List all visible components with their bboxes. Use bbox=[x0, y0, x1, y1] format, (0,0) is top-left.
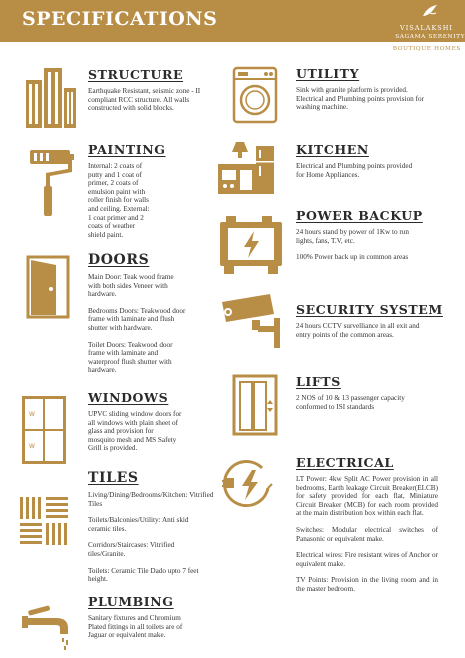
kitchen-section bbox=[296, 142, 436, 179]
windows-section bbox=[88, 390, 182, 453]
bird-logo-icon bbox=[421, 4, 439, 18]
brand-tagline: BOUTIQUE HOMES bbox=[392, 46, 461, 52]
utility-text: Sink with granite platform is provided. Electrical and Plumbing points provision for washing machine. bbox=[296, 86, 424, 112]
doors-text-main: Main Door: Teak wood frame with both sides Veneer with hardware. bbox=[88, 273, 174, 299]
lifts-section bbox=[296, 374, 408, 411]
tiles-section bbox=[88, 470, 216, 584]
cctv-camera-icon bbox=[218, 292, 282, 350]
power-backup-section bbox=[296, 208, 423, 262]
electrical-section bbox=[296, 455, 438, 594]
brand-logo bbox=[387, 0, 465, 75]
electrical-text-lt-power: LT Power: 4kw Split AC Power provision in all bedrooms, Earth leakage Circuit Breaker(ELCB) for safety provided for each flat, Miniature Circuit Breaker (MCB) for each room provided at the main distribution box within each flat. bbox=[296, 475, 438, 518]
tiles-text-toilets: Toilets/Balconies/Utility: Anti skid ceramic tiles. bbox=[88, 516, 189, 533]
electrical-text-wires: Electrical wires: Fire resistant wires of Anchor or equivalent make. bbox=[296, 551, 438, 568]
washing-machine-icon bbox=[232, 66, 278, 124]
window-icon bbox=[22, 396, 66, 464]
kitchen-title: KITCHEN bbox=[296, 142, 369, 157]
buildings-icon bbox=[24, 66, 78, 130]
svg-text:W: W bbox=[29, 411, 35, 418]
faucet-icon bbox=[20, 604, 78, 654]
doors-section bbox=[88, 252, 188, 375]
tiles-icon bbox=[20, 497, 68, 545]
brand-name: VISALAKSHI bbox=[400, 24, 453, 32]
tiles-text-corridors: Corridors/Staircases: Vitrified tiles/Granite. bbox=[88, 541, 175, 558]
door-icon bbox=[26, 255, 70, 319]
elevator-icon bbox=[232, 374, 278, 436]
plumbing-title: PLUMBING bbox=[88, 594, 174, 609]
brand-project: SAGAMA SERENITY bbox=[395, 34, 465, 40]
lifts-title: LIFTS bbox=[296, 374, 341, 389]
kitchen-icon bbox=[216, 140, 278, 196]
electrical-title: ELECTRICAL bbox=[296, 455, 394, 470]
utility-section bbox=[296, 66, 436, 112]
electrical-text-switches: Switches: Modular electrical switches of Panasonic or equivalent make. bbox=[296, 525, 438, 543]
structure-section bbox=[88, 67, 216, 113]
structure-title: STRUCTURE bbox=[88, 67, 184, 82]
electrical-text-tv: TV Points: Provision in the living room and in the master bedroom. bbox=[296, 576, 438, 593]
tiles-text-dado: Toilets: Ceramic Tile Dado upto 7 feet height. bbox=[88, 566, 199, 584]
page-title: SPECIFICATIONS bbox=[22, 8, 218, 30]
painting-section bbox=[88, 142, 166, 239]
power-plug-icon bbox=[222, 458, 274, 508]
windows-title: WINDOWS bbox=[88, 390, 169, 405]
windows-text: UPVC sliding window doors for all windows with plain sheet of glass and provision for mosquito mesh and MS Safety Grill is provided. bbox=[88, 410, 182, 453]
kitchen-text: Electrical and Plumbing points provided for Home Appliances. bbox=[296, 162, 413, 179]
painting-title: PAINTING bbox=[88, 142, 166, 157]
security-section bbox=[296, 302, 443, 339]
tiles-text-living: Living/Dining/Bedrooms/Kitchen: Vitrified Tiles bbox=[88, 491, 214, 508]
lifts-text: 2 NOS of 10 & 13 passenger capacity conformed to ISI standards bbox=[296, 394, 405, 411]
painting-text: Internal: 2 coats of putty and 1 coat of primer, 2 coats of emulsion paint with roller finish for walls and ceiling. External: 1 coat primer and 2 coats of weather shield paint. bbox=[88, 162, 150, 239]
power-backup-text-standby: 24 hours stand by power of 1Kw to run lights, fans, T.V, etc. bbox=[296, 228, 409, 245]
doors-text-toilet: Toilet Doors: Teakwood door frame with laminate and waterproof flush shutter with hardware. bbox=[88, 340, 173, 375]
svg-text:W: W bbox=[29, 443, 35, 450]
power-backup-text-common: 100% Power back up in common areas bbox=[296, 253, 409, 262]
generator-icon bbox=[218, 214, 284, 276]
security-text: 24 hours CCTV survelliance in all exit and entry points of the common areas. bbox=[296, 322, 420, 339]
tiles-title: TILES bbox=[88, 470, 139, 486]
doors-text-bedroom: Bedrooms Doors: Teakwood door frame with laminate and flush shutter with hardware. bbox=[88, 306, 186, 332]
structure-text: Earthquake Resistant, seismic zone - II compliant RCC structure. All walls constructed with solid blocks. bbox=[88, 87, 201, 113]
plumbing-text: Sanitary fixtures and Chromium Plated fittings in all toilets are of Jaguar or equivalent make. bbox=[88, 614, 183, 640]
plumbing-section bbox=[88, 594, 192, 640]
paint-roller-icon bbox=[26, 148, 76, 218]
security-title: SECURITY SYSTEM bbox=[296, 302, 443, 317]
power-backup-title: POWER BACKUP bbox=[296, 208, 423, 223]
utility-title: UTILITY bbox=[296, 66, 360, 81]
doors-title: DOORS bbox=[88, 252, 150, 268]
